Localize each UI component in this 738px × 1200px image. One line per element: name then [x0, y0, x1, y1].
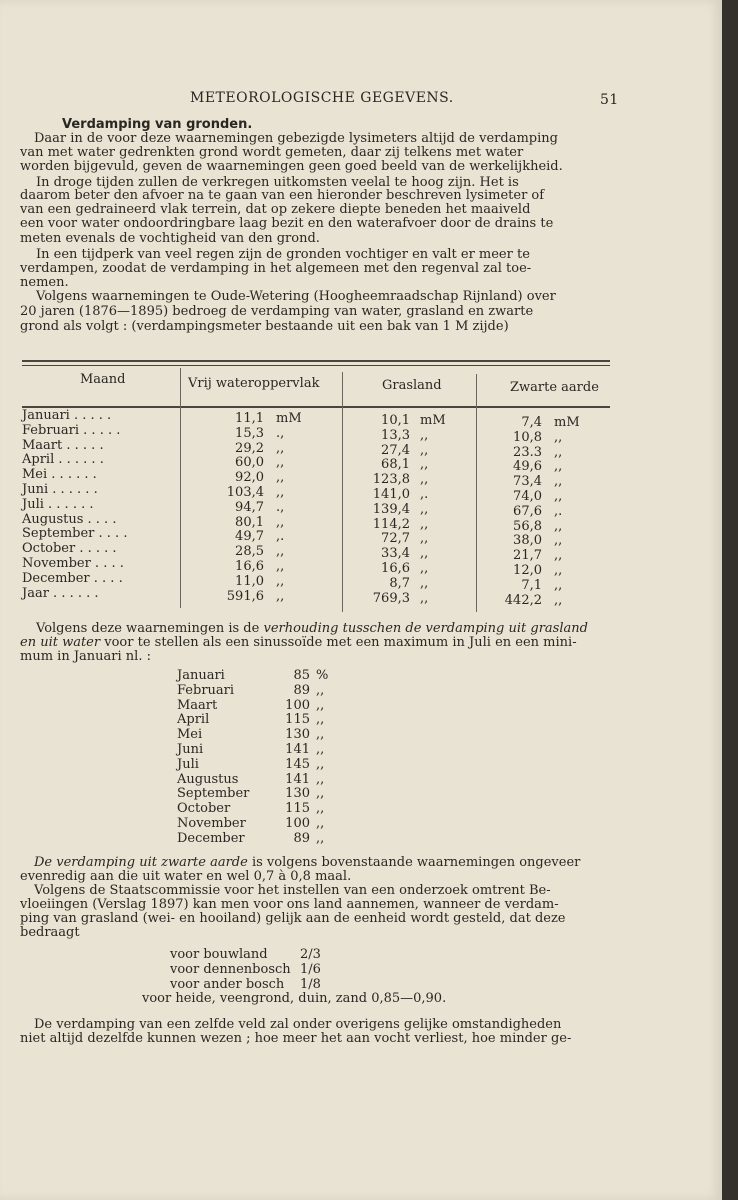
- black-earth-unit: ,,: [554, 563, 563, 578]
- ratio-percent: 100: [285, 816, 310, 831]
- ratio-percent: 89: [293, 830, 310, 846]
- black-earth-unit: ,,: [554, 533, 563, 549]
- water-value: 29,2: [235, 440, 264, 456]
- intro-line: meten evenals de vochtigheid van den grond.: [20, 231, 320, 246]
- intro-line: van met water gedrenkten grond wordt gemeten, daar zij telkens met water: [20, 145, 524, 160]
- intro-line: Daar in de voor deze waarnemingen gebezigde lysimeters altijd de verdamping: [34, 131, 558, 146]
- grass-unit: ,,: [420, 427, 429, 443]
- month-label: October . . . . .: [22, 541, 117, 557]
- ratio-unit: ,,: [316, 742, 325, 757]
- water-unit: ,,: [276, 514, 285, 530]
- black-earth-value: 67,6: [513, 503, 542, 519]
- water-unit: .,: [276, 425, 285, 441]
- ratio-unit: ,,: [316, 712, 325, 728]
- water-value: 591,6: [226, 588, 264, 604]
- intro-line: In droge tijden zullen de verkregen uitkomsten veelal te hoog zijn. Het is: [36, 175, 519, 190]
- intro-line: Volgens waarnemingen te Oude-Wetering (Hoogheemraadschap Rijnland) over: [36, 289, 556, 304]
- water-unit: ,,: [276, 588, 285, 604]
- grass-value: 141,0: [372, 487, 410, 502]
- black-earth-unit: ,.: [554, 503, 563, 519]
- water-unit: ,,: [276, 455, 285, 471]
- ratio-unit: ,,: [316, 727, 325, 743]
- black-earth-unit: ,,: [554, 548, 563, 564]
- para4-line: bedraagt: [20, 925, 80, 940]
- black-earth-unit: ,,: [554, 577, 563, 593]
- grass-unit: ,,: [420, 561, 429, 576]
- water-unit: ,,: [276, 573, 285, 589]
- water-unit: ,,: [276, 559, 285, 574]
- black-earth-unit: ,,: [554, 459, 563, 475]
- month-label: December . . . .: [22, 570, 123, 586]
- month-label: Maart . . . . .: [22, 437, 104, 453]
- month-label: Februari . . . . .: [22, 422, 121, 438]
- grass-value: 33,4: [381, 546, 410, 562]
- ratio-month: Januari: [177, 668, 225, 683]
- ratio-percent: 141: [285, 771, 310, 787]
- grass-value: 72,7: [381, 531, 410, 547]
- ratio-percent: 141: [285, 742, 310, 757]
- ratio-percent: 130: [285, 786, 310, 802]
- column-header: Maand: [80, 372, 126, 387]
- intro-line: nemen.: [20, 275, 69, 290]
- ratio-percent: 100: [285, 697, 310, 713]
- ratio-month: Juli: [177, 756, 199, 772]
- black-earth-value: 7,1: [521, 577, 542, 593]
- water-value: 80,1: [235, 514, 264, 530]
- ratio-percent: 85: [293, 668, 310, 683]
- water-value: 49,7: [235, 529, 264, 545]
- month-label: November . . . .: [22, 556, 124, 571]
- water-unit: ,,: [276, 544, 285, 560]
- ratio-label: voor ander bosch: [170, 976, 285, 992]
- para3-line1: De verdamping uit zwarte aarde is volgens bovenstaande waarnemingen ongeveer: [34, 855, 581, 870]
- ratio-percent: 115: [285, 801, 310, 817]
- black-earth-value: 74,0: [513, 489, 542, 504]
- water-value: 11,0: [235, 573, 264, 589]
- page-number: 51: [600, 92, 619, 108]
- ratio-month: Februari: [177, 682, 235, 698]
- water-unit: ,,: [276, 485, 285, 500]
- water-value: 103,4: [226, 485, 264, 500]
- month-label: April . . . . . .: [22, 452, 104, 468]
- intro-line: een voor water ondoordringbare laag bezit en den waterafvoer door de drains te: [20, 216, 554, 231]
- column-divider: [342, 372, 343, 612]
- ratio-value: 1/6: [300, 961, 321, 977]
- column-divider: [180, 368, 181, 608]
- water-unit: ,,: [276, 440, 285, 456]
- scan-edge: [722, 0, 738, 1200]
- section-title: Verdamping van gronden.: [62, 117, 253, 132]
- black-earth-value: 49,6: [513, 459, 542, 475]
- water-value: 94,7: [235, 499, 264, 515]
- intro-line: daarom beter den afvoer na te gaan van een hieronder beschreven lysimeter of: [20, 188, 545, 203]
- ratio-label: voor bouwland: [170, 947, 268, 962]
- ratio-unit: ,,: [316, 682, 325, 698]
- table-top-rule: [22, 360, 610, 362]
- ratio-value: 1/8: [300, 976, 321, 992]
- grass-unit: ,,: [420, 457, 429, 473]
- intro-line: In een tijdperk van veel regen zijn de gronden vochtiger en valt er meer te: [36, 247, 530, 262]
- grass-value: 139,4: [372, 501, 410, 517]
- water-unit: mM: [276, 411, 302, 426]
- black-earth-value: 442,2: [504, 592, 542, 608]
- ratio-month: November: [177, 816, 246, 831]
- water-unit: .,: [276, 499, 285, 515]
- column-header: Zwarte aarde: [510, 380, 599, 395]
- ratio-month: December: [177, 830, 245, 846]
- month-label: Januari . . . . .: [22, 408, 112, 423]
- ratio-month: September: [177, 786, 250, 802]
- month-label: Mei . . . . . .: [22, 467, 97, 483]
- column-header: Vrij wateroppervlak: [188, 376, 320, 391]
- ratio-month: Mei: [177, 727, 203, 743]
- water-unit: ,,: [276, 470, 285, 486]
- grass-value: 114,2: [372, 516, 410, 532]
- ratio-unit: ,,: [316, 756, 325, 772]
- ratio-percent: 89: [293, 682, 310, 698]
- ratio-unit: ,,: [316, 697, 325, 713]
- black-earth-value: 56,8: [513, 518, 542, 534]
- intro-line: worden bijgevuld, geven de waarnemingen geen goed beeld van de werkelijkheid.: [20, 159, 563, 174]
- black-earth-unit: ,,: [554, 518, 563, 534]
- black-earth-value: 38,0: [513, 533, 542, 549]
- grass-value: 123,8: [372, 472, 410, 488]
- grass-value: 68,1: [381, 457, 410, 473]
- para5-line: De verdamping van een zelfde veld zal onder overigens gelijke omstandigheden: [34, 1017, 562, 1032]
- grass-unit: ,,: [420, 472, 429, 488]
- grass-value: 10,1: [381, 413, 410, 428]
- ratio-month: April: [177, 712, 210, 728]
- para2-line1: Volgens deze waarnemingen is de verhouding tusschen de verdamping uit grasland: [36, 621, 588, 636]
- grass-value: 13,3: [381, 427, 410, 443]
- ratio-percent: 115: [285, 712, 310, 728]
- grass-value: 8,7: [389, 575, 410, 591]
- month-label: September . . . .: [22, 526, 128, 542]
- black-earth-unit: ,,: [554, 592, 563, 608]
- ratio-unit: ,,: [316, 801, 325, 817]
- para4-line: Volgens de Staatscommissie voor het instellen van een onderzoek omtrent Be-: [34, 883, 551, 898]
- column-divider: [476, 374, 477, 612]
- month-label: Juni . . . . . .: [22, 482, 98, 497]
- ratio-label: voor heide, veengrond, duin, zand 0,85—0,90.: [142, 991, 447, 1007]
- ratio-percent: 130: [285, 727, 310, 743]
- grass-unit: ,,: [420, 442, 429, 458]
- ratio-month: October: [177, 801, 231, 817]
- water-unit: ,.: [276, 529, 285, 545]
- para2-line2: en uit water voor te stellen als een sinussoïde met een maximum in Juli en een mini-: [20, 635, 577, 650]
- black-earth-unit: mM: [554, 415, 580, 430]
- intro-line: van een gedraineerd vlak terrein, dat op zekere diepte beneden het maaiveld: [20, 202, 531, 217]
- black-earth-value: 12,0: [513, 563, 542, 578]
- ratio-unit: %: [316, 668, 329, 683]
- para4-line: ping van grasland (wei- en hooiland) gelijk aan de eenheid wordt gesteld, dat deze: [20, 911, 566, 926]
- intro-line: 20 jaren (1876—1895) bedroeg de verdamping van water, grasland en zwarte: [20, 304, 534, 319]
- ratio-unit: ,,: [316, 786, 325, 802]
- grass-unit: ,,: [420, 590, 429, 606]
- ratio-unit: ,,: [316, 830, 325, 846]
- black-earth-value: 10,8: [513, 429, 542, 445]
- water-value: 16,6: [235, 559, 264, 574]
- grass-unit: ,,: [420, 531, 429, 547]
- grass-unit: ,.: [420, 487, 429, 502]
- water-value: 60,0: [235, 455, 264, 471]
- grass-unit: ,,: [420, 501, 429, 517]
- ratio-month: Augustus: [177, 771, 239, 787]
- black-earth-value: 73,4: [513, 474, 542, 490]
- month-label: Juli . . . . . .: [22, 496, 94, 512]
- black-earth-unit: ,,: [554, 489, 563, 504]
- black-earth-value: 23.3: [513, 444, 542, 460]
- grass-value: 27,4: [381, 442, 410, 458]
- black-earth-unit: ,,: [554, 429, 563, 445]
- month-label: Augustus . . . .: [22, 511, 117, 527]
- ratio-month: Maart: [177, 697, 218, 713]
- ratio-unit: ,,: [316, 816, 325, 831]
- ratio-label: voor dennenbosch: [170, 961, 291, 977]
- para2-line3: mum in Januari nl. :: [20, 649, 151, 664]
- water-value: 92,0: [235, 470, 264, 486]
- grass-unit: ,,: [420, 575, 429, 591]
- ratio-unit: ,,: [316, 771, 325, 787]
- table-top-rule-thin: [22, 365, 610, 366]
- water-value: 28,5: [235, 544, 264, 560]
- black-earth-unit: ,,: [554, 474, 563, 490]
- running-header: METEOROLOGISCHE GEGEVENS.: [190, 90, 454, 106]
- black-earth-value: 7,4: [521, 415, 542, 430]
- para3-line2: evenredig aan die uit water en wel 0,7 à 0,8 maal.: [20, 869, 352, 884]
- ratio-month: Juni: [177, 742, 204, 757]
- month-label: Jaar . . . . . .: [22, 585, 99, 601]
- ratio-percent: 145: [285, 756, 310, 772]
- ratio-value: 2/3: [300, 947, 321, 962]
- column-header: Grasland: [382, 378, 442, 393]
- para4-line: vloeiingen (Verslag 1897) kan men voor ons land aannemen, wanneer de verdam-: [20, 897, 559, 912]
- black-earth-value: 21,7: [513, 548, 542, 564]
- grass-unit: ,,: [420, 546, 429, 562]
- black-earth-unit: ,,: [554, 444, 563, 460]
- grass-value: 16,6: [381, 561, 410, 576]
- water-value: 15,3: [235, 425, 264, 441]
- intro-line: verdampen, zoodat de verdamping in het algemeen met den regenval zal toe-: [20, 261, 532, 276]
- grass-unit: ,,: [420, 516, 429, 532]
- para5-line: niet altijd dezelfde kunnen wezen ; hoe meer het aan vocht verliest, hoe minder ge-: [20, 1031, 572, 1046]
- water-value: 11,1: [235, 411, 264, 426]
- grass-unit: mM: [420, 413, 446, 428]
- intro-line: grond als volgt : (verdampingsmeter bestaande uit een bak van 1 M zijde): [20, 319, 509, 334]
- grass-value: 769,3: [372, 590, 410, 606]
